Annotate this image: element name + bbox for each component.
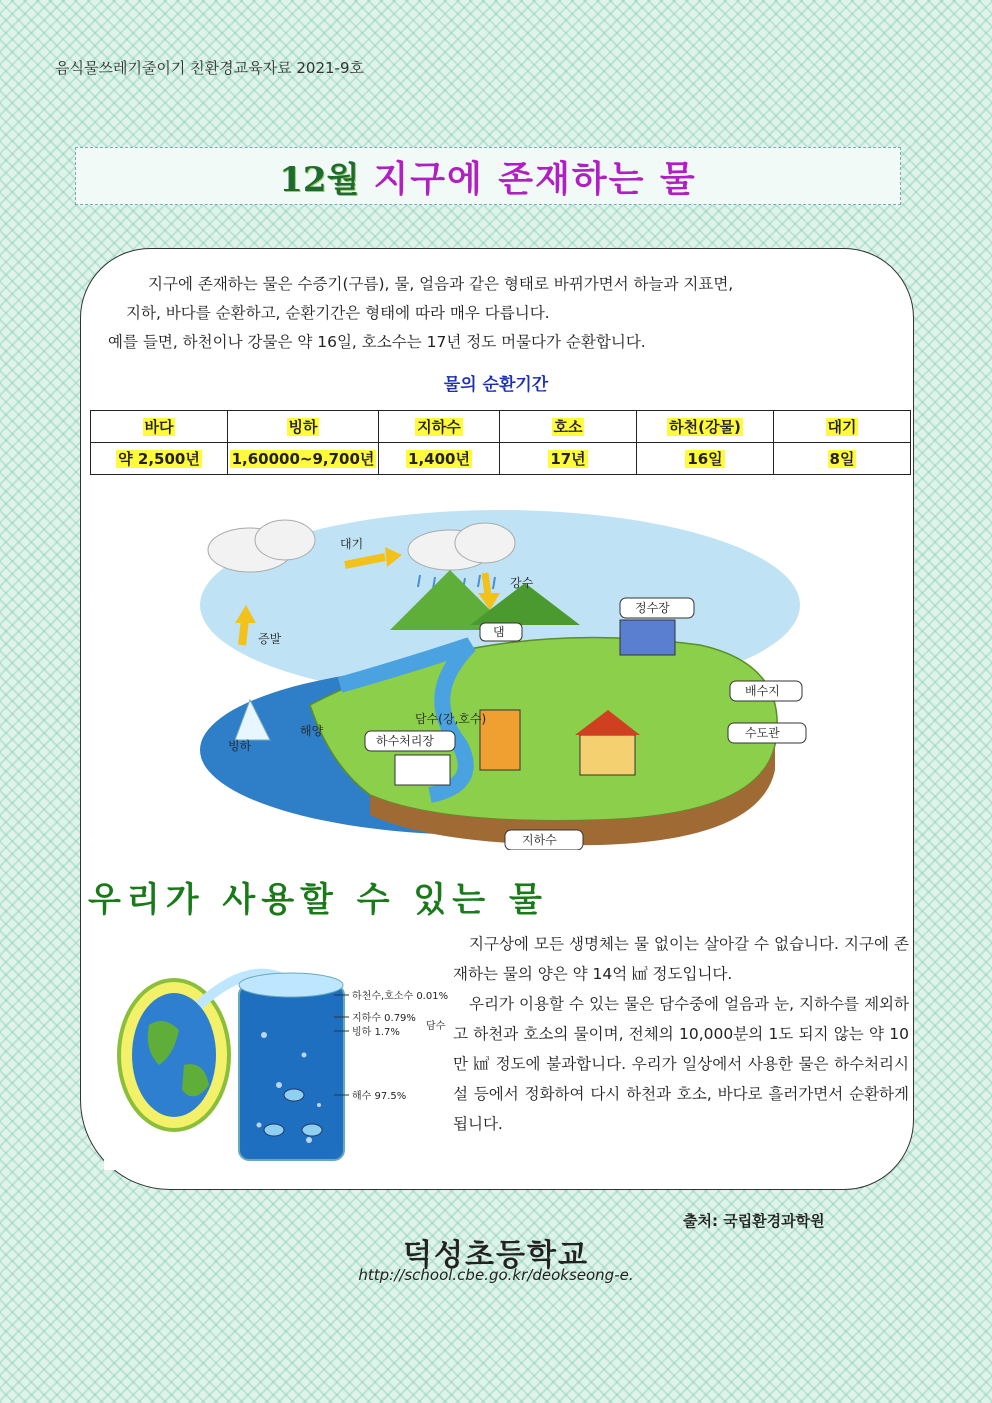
table-cell: 16일 — [637, 443, 774, 475]
svg-text:강수: 강수 — [510, 576, 534, 590]
page-title: 지구에 존재하는 물 — [373, 158, 697, 200]
usable-paragraph: 지구상에 모든 생명체는 물 없이는 살아갈 수 없습니다. 지구에 존재하는 물의 양은 약 14억 ㎦ 정도입니다. — [453, 935, 909, 983]
usable-paragraph: 우리가 이용할 수 있는 물은 담수중에 얼음과 눈, 지하수를 제외하고 하천과 호소의 물이며, 전체의 10,000분의 1도 되지 않는 약 10만 ㎦ 정도에 불과합니다. 우리가 일상에서 사용한 물은 하수처리시설 등에서 정화하여 다시 하천과 호소, 바다로 흘러가면서 순환하게 됩니다. — [453, 995, 909, 1133]
diagram-label — [228, 738, 252, 753]
water-cycle-illustration — [180, 495, 820, 850]
svg-text:대기: 대기 — [340, 537, 364, 551]
school-url[interactable]: http://school.cbe.go.kr/deokseong-e. — [358, 1266, 634, 1284]
cycle-table — [90, 410, 911, 475]
table-row — [91, 443, 911, 475]
diagram-label — [300, 723, 324, 738]
svg-text:빙하: 빙하 — [228, 739, 252, 753]
diagram-label — [728, 723, 806, 743]
svg-text:담수(강,호수): 담수(강,호수) — [415, 712, 487, 726]
intro-line: 예를 들면, 하천이나 강물은 약 16일, 호소수는 17년 정도 머물다가 순환합니다. — [108, 333, 646, 351]
diagram-label — [480, 623, 522, 641]
svg-text:하수처리장: 하수처리장 — [376, 734, 434, 748]
diagram-label — [365, 731, 455, 751]
table-title: 물의 순환기간 — [443, 375, 549, 395]
table-header-cell: 하천(강물) — [637, 411, 774, 443]
table-cell: 17년 — [500, 443, 637, 475]
house-shape — [580, 735, 635, 775]
figure-label: 지하수 0.79% — [352, 1013, 416, 1024]
table-header-cell: 지하수 — [379, 411, 500, 443]
diagram-label — [505, 830, 583, 850]
svg-text:해양: 해양 — [300, 724, 324, 738]
diagram-label — [258, 631, 282, 646]
intro-line: 지구에 존재하는 물은 수증기(구름), 물, 얼음과 같은 형태로 바뀌가면서 하늘과 지표면, — [148, 275, 734, 293]
figure-label: 담수 — [426, 1021, 446, 1032]
diagram-label — [620, 598, 694, 618]
arrow-icon — [485, 573, 488, 595]
table-cell: 1,400년 — [379, 443, 500, 475]
table-header-row — [91, 411, 911, 443]
intro-text — [108, 270, 888, 357]
table-header-cell: 바다 — [91, 411, 228, 443]
figure-label: 빙하 1.7% — [352, 1027, 400, 1038]
svg-text:정수장: 정수장 — [635, 601, 670, 615]
svg-text:수도관: 수도관 — [745, 726, 780, 740]
svg-text:지하수: 지하수 — [522, 833, 557, 847]
title-box — [75, 147, 901, 205]
table-header-cell: 호소 — [500, 411, 637, 443]
title-month: 12월 — [279, 159, 360, 200]
table-header-cell: 빙하 — [228, 411, 379, 443]
figure-label: 해수 97.5% — [352, 1091, 407, 1102]
figure-label: 하천수,호소수 0.01% — [352, 991, 449, 1002]
cylinder-top — [239, 973, 343, 997]
svg-text:증발: 증발 — [258, 632, 282, 646]
diagram-label — [340, 536, 363, 551]
usable-water-title: 우리가 사용할 수 있는 물 — [88, 880, 548, 920]
table-cell: 약 2,500년 — [91, 443, 228, 475]
sewage-plant-shape — [395, 755, 450, 785]
svg-text:댐: 댐 — [493, 625, 505, 639]
table-cell: 8일 — [774, 443, 911, 475]
table-cell: 1,60000~9,700년 — [228, 443, 379, 475]
water-plant-building — [620, 620, 675, 655]
water-proportion-illustration — [104, 945, 449, 1170]
source-credit: 출처: 국립환경과학원 — [683, 1212, 825, 1230]
water-cylinder — [239, 985, 344, 1160]
diagram-label — [415, 711, 486, 726]
arrow-icon — [242, 620, 245, 645]
usable-water-text — [453, 929, 909, 1139]
earth-icon — [132, 993, 216, 1117]
diagram-label — [510, 575, 534, 590]
table-header-cell: 대기 — [774, 411, 911, 443]
intro-line: 지하, 바다를 순환하고, 순환기간은 형태에 따라 매우 다릅니다. — [126, 304, 550, 322]
school-name: 덕성초등학교 — [403, 1238, 589, 1273]
header-note: 음식물쓰레기줄이기 친환경교육자료 2021-9호 — [55, 59, 364, 77]
svg-text:배수지: 배수지 — [745, 684, 780, 698]
diagram-label — [730, 681, 802, 701]
